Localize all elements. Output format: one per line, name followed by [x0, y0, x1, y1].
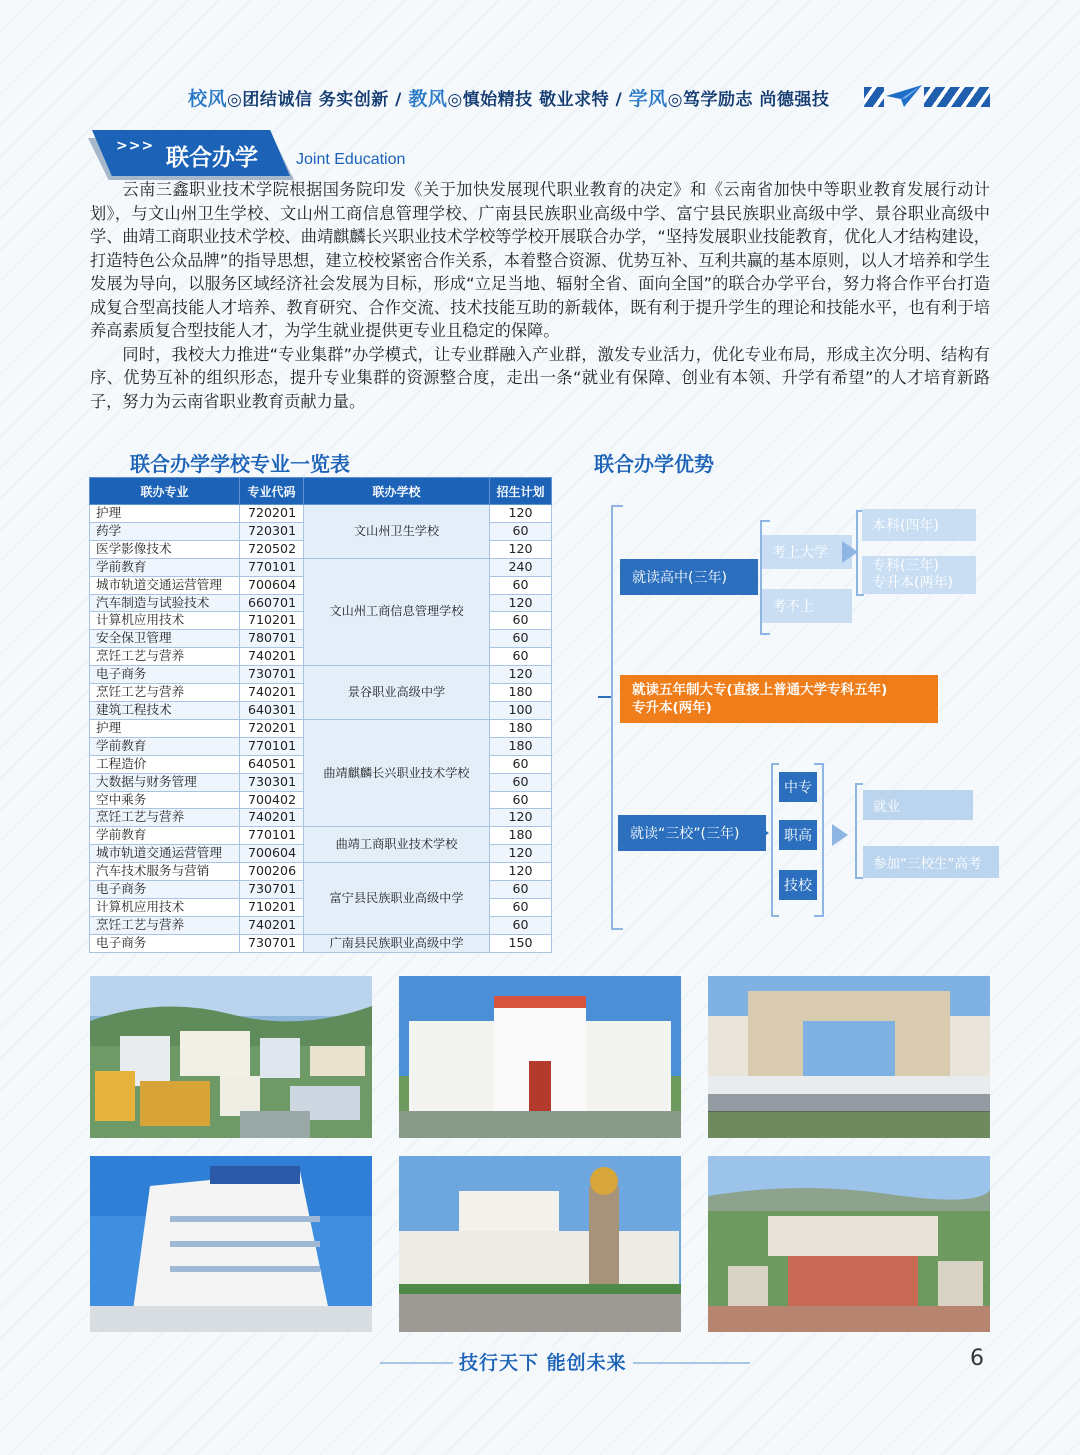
- five-year-line-2: 专升本(两年): [632, 700, 712, 716]
- cell-major: 学前教育: [90, 827, 240, 845]
- header-major: 联办专业: [90, 478, 240, 505]
- employment-box: 就业: [863, 790, 973, 820]
- cell-major: 烹饪工艺与营养: [90, 916, 240, 934]
- cell-plan: 120: [490, 505, 552, 523]
- cell-code: 770101: [240, 737, 304, 755]
- cell-major: 护理: [90, 719, 240, 737]
- motto-label-1: 校风: [188, 88, 228, 110]
- cell-code: 740201: [240, 916, 304, 934]
- footer-slogan: 技行天下 能创未来: [453, 1348, 633, 1375]
- table-row: [90, 666, 552, 684]
- cell-school: 曲靖工商职业技术学校: [304, 827, 490, 863]
- cell-code: 740201: [240, 684, 304, 702]
- bracket-schools-top: [771, 763, 779, 765]
- table-row: [90, 558, 552, 576]
- cell-code: 730701: [240, 934, 304, 952]
- cell-code: 660701: [240, 594, 304, 612]
- cell-plan: 60: [490, 630, 552, 648]
- high-school-box: 就读高中(三年): [620, 559, 758, 595]
- cell-code: 720201: [240, 719, 304, 737]
- cell-plan: 60: [490, 898, 552, 916]
- cell-plan: 120: [490, 540, 552, 558]
- cell-school: 景谷职业高级中学: [304, 666, 490, 720]
- five-year-college-box: [620, 675, 938, 723]
- bracket-pass-bottom: [856, 594, 864, 596]
- cell-major: 烹饪工艺与营养: [90, 648, 240, 666]
- cell-major: 电子商务: [90, 934, 240, 952]
- fail-exam-box: 考不上: [762, 589, 852, 623]
- cell-major: 学前教育: [90, 737, 240, 755]
- campus-photo-2: [399, 976, 681, 1138]
- motto-label-3: 学风: [628, 88, 668, 110]
- page-number: 6: [970, 1346, 984, 1371]
- cell-code: 740201: [240, 809, 304, 827]
- cell-plan: 180: [490, 827, 552, 845]
- advantage-title: 联合办学优势: [594, 452, 714, 476]
- motto-text-1: ◎团结诚信 务实创新 /: [227, 90, 402, 110]
- cell-code: 720301: [240, 522, 304, 540]
- cell-plan: 120: [490, 666, 552, 684]
- cell-school: 文山州工商信息管理学校: [304, 558, 490, 665]
- motto: [188, 84, 829, 111]
- cell-code: 640301: [240, 701, 304, 719]
- cell-plan: 100: [490, 701, 552, 719]
- table-title: 联合办学学校专业一览表: [130, 452, 350, 476]
- bracket-schools-right-top: [814, 763, 822, 765]
- bracket-path1-bottom: [760, 633, 770, 635]
- header-plan: 招生计划: [490, 478, 552, 505]
- paragraph-1: 云南三鑫职业技术学院根据国务院印发《关于加快发展现代职业教育的决定》和《云南省加快中等职业教育发展行动计划》，与文山州卫生学校、文山州工商信息管理学校、广南县民族职业高级中学、富宁县民族职业高级中学、景谷职业高级中学、曲靖工商职业技术学校、曲靖麒麟长兴职业技术学校等学校开展联合办学，“坚持发展职业技能教育，优化人才结构建设，打造特色公众品牌”的指导思想，建立校校紧密合作关系，本着整合资源、优势互补、互利共赢的基本原则，以人才培养和学生发展为导向，以服务区域经济社会发展为目标，形成“立足当地、辐射全省、面向全国”的联合办学平台，努力将合作平台打造成复合型高技能人才培养、教育研究、合作交流、技术技能互助的新载体，既有利于提升学生的理论和技能水平，也有利于培养高素质复合型技能人才，为学生就业提供更专业且稳定的保障。: [90, 180, 990, 340]
- bracket-top: [611, 505, 623, 507]
- cell-plan: 180: [490, 719, 552, 737]
- paper-plane-icon: [884, 82, 924, 110]
- cell-code: 740201: [240, 648, 304, 666]
- cell-code: 730701: [240, 666, 304, 684]
- cell-code: 720201: [240, 505, 304, 523]
- majors-table-body: [90, 505, 552, 953]
- bracket-outcomes-top: [855, 783, 863, 785]
- cell-code: 710201: [240, 612, 304, 630]
- cell-plan: 120: [490, 594, 552, 612]
- cell-plan: 150: [490, 934, 552, 952]
- table-row: [90, 505, 552, 523]
- header-stripe-band: [864, 87, 990, 107]
- cell-major: 医学影像技术: [90, 540, 240, 558]
- bracket-vertical: [611, 505, 613, 930]
- arrow-outcomes: [832, 824, 848, 846]
- header-school: 联办学校: [304, 478, 490, 505]
- cell-code: 700402: [240, 791, 304, 809]
- table-header-row: [90, 478, 552, 505]
- cell-major: 工程造价: [90, 755, 240, 773]
- cell-plan: 60: [490, 576, 552, 594]
- college-exam-box: 参加“三校生”高考: [863, 846, 999, 878]
- cell-major: 城市轨道交通运营管理: [90, 576, 240, 594]
- cell-major: 汽车制造与试验技术: [90, 594, 240, 612]
- motto-text-2: ◎慎始精技 敬业求特 /: [447, 90, 623, 110]
- cell-code: 700604: [240, 576, 304, 594]
- school-type-zhongzhuan: 中专: [779, 772, 817, 802]
- pass-exam-box: 考上大学: [762, 535, 852, 569]
- cell-plan: 60: [490, 791, 552, 809]
- connector-root: [598, 696, 612, 698]
- campus-photo-3: [708, 976, 990, 1138]
- cell-major: 计算机应用技术: [90, 612, 240, 630]
- arrow-high-school: [742, 566, 758, 588]
- header-code: 专业代码: [240, 478, 304, 505]
- campus-photo-5: [399, 1156, 681, 1332]
- arrow-three-schools: [753, 822, 769, 844]
- cell-major: 空中乘务: [90, 791, 240, 809]
- campus-photo-6: [708, 1156, 990, 1332]
- motto-text-3: ◎笃学励志 尚德强技: [667, 90, 830, 110]
- campus-photo-1: [90, 976, 372, 1138]
- cell-school: 广南县民族职业高级中学: [304, 934, 490, 952]
- cell-plan: 60: [490, 773, 552, 791]
- cell-major: 城市轨道交通运营管理: [90, 845, 240, 863]
- motto-label-2: 教风: [408, 88, 448, 110]
- body-text: [90, 178, 990, 413]
- cell-major: 烹饪工艺与营养: [90, 809, 240, 827]
- cell-plan: 60: [490, 755, 552, 773]
- school-type-jixiao: 技校: [779, 870, 817, 900]
- bracket-path1-top: [760, 520, 770, 522]
- cell-school: 曲靖麒麟长兴职业技术学校: [304, 719, 490, 826]
- campus-photo-4: [90, 1156, 372, 1332]
- bracket-outcomes: [855, 783, 857, 879]
- cell-major: 安全保卫管理: [90, 630, 240, 648]
- cell-code: 730301: [240, 773, 304, 791]
- school-type-zhigao: 职高: [779, 820, 817, 850]
- cell-plan: 180: [490, 737, 552, 755]
- cell-major: 药学: [90, 522, 240, 540]
- cell-plan: 60: [490, 916, 552, 934]
- cell-major: 计算机应用技术: [90, 898, 240, 916]
- cell-plan: 60: [490, 881, 552, 899]
- cell-major: 护理: [90, 505, 240, 523]
- college-line-1: 专科(三年): [872, 558, 939, 574]
- table-row: [90, 719, 552, 737]
- cell-school: 文山州卫生学校: [304, 505, 490, 559]
- table-row: [90, 863, 552, 881]
- five-year-line-1: 就读五年制大专(直接上普通大学专科五年): [632, 682, 888, 698]
- section-title-en: Joint Education: [296, 151, 406, 168]
- cell-plan: 120: [490, 845, 552, 863]
- cell-plan: 60: [490, 648, 552, 666]
- section-arrows: >>>: [116, 138, 155, 154]
- cell-plan: 240: [490, 558, 552, 576]
- three-schools-box: 就读“三校”(三年): [618, 815, 766, 851]
- paragraph-2: 同时，我校大力推进“专业集群”办学模式，让专业群融入产业群，激发专业活力，优化专业布局，形成主次分明、结构有序、优势互补的组织形态，提升专业集群的资源整合度，走出一条“就业有保障、创业有本领、升学有希望”的人才培育新路子，努力为云南省职业教育贡献力量。: [90, 344, 990, 411]
- cell-code: 730701: [240, 881, 304, 899]
- cell-code: 710201: [240, 898, 304, 916]
- bracket-schools: [771, 763, 773, 917]
- cell-code: 700206: [240, 863, 304, 881]
- cell-code: 700604: [240, 845, 304, 863]
- cell-code: 720502: [240, 540, 304, 558]
- bracket-pass: [856, 510, 858, 596]
- cell-school: 富宁县民族职业高级中学: [304, 863, 490, 935]
- majors-table-wrap: [89, 477, 551, 953]
- cell-plan: 120: [490, 863, 552, 881]
- bracket-schools-bottom: [771, 915, 779, 917]
- bracket-schools-right-bottom: [814, 915, 822, 917]
- cell-major: 建筑工程技术: [90, 701, 240, 719]
- college-line-2: 专升本(两年): [872, 575, 953, 591]
- cell-major: 大数据与财务管理: [90, 773, 240, 791]
- cell-major: 烹饪工艺与营养: [90, 684, 240, 702]
- cell-major: 汽车技术服务与营销: [90, 863, 240, 881]
- cell-code: 780701: [240, 630, 304, 648]
- table-row: [90, 934, 552, 952]
- cell-major: 学前教育: [90, 558, 240, 576]
- cell-code: 640501: [240, 755, 304, 773]
- college-box: [862, 556, 976, 594]
- cell-major: 电子商务: [90, 881, 240, 899]
- bracket-bottom: [611, 928, 623, 930]
- cell-plan: 60: [490, 612, 552, 630]
- cell-code: 770101: [240, 558, 304, 576]
- table-row: [90, 827, 552, 845]
- cell-major: 电子商务: [90, 666, 240, 684]
- cell-plan: 60: [490, 522, 552, 540]
- majors-table: [89, 477, 552, 953]
- bracket-outcomes-bottom: [855, 877, 863, 879]
- cell-plan: 180: [490, 684, 552, 702]
- bracket-schools-right: [822, 763, 824, 917]
- bachelor-box: 本科(四年): [862, 509, 976, 541]
- section-title: 联合办学: [166, 145, 258, 171]
- cell-code: 770101: [240, 827, 304, 845]
- cell-plan: 120: [490, 809, 552, 827]
